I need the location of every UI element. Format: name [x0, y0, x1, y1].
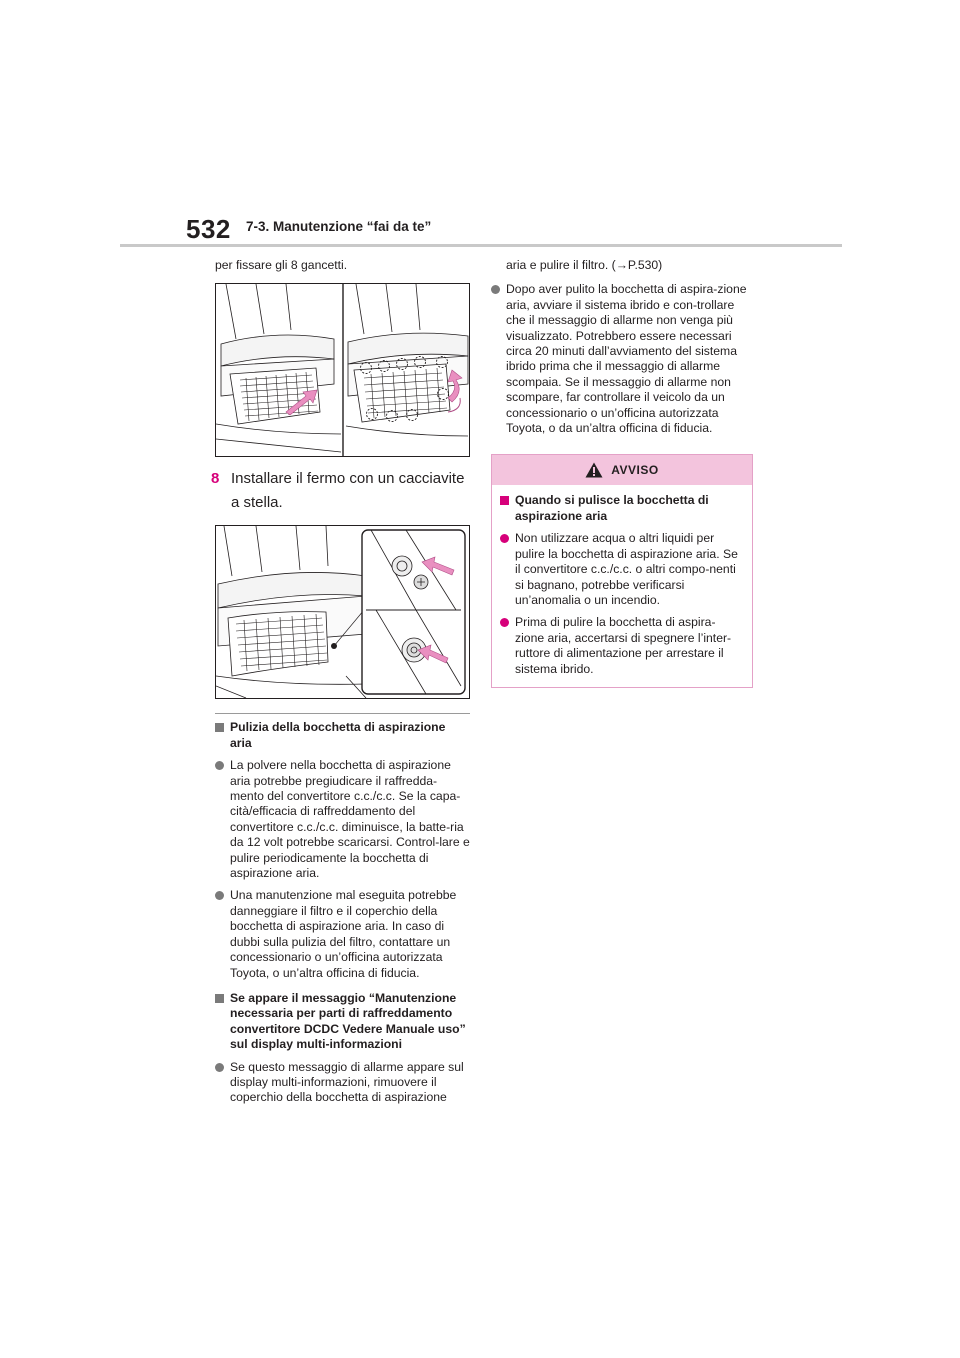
heading-text: Se appare il messaggio “Manutenzione necessaria per parti di raffreddamento convertitore DCDC Vedere Manuale uso” sul display multi-informazioni: [230, 990, 466, 1052]
bullet-dot-icon: [215, 761, 224, 770]
warning-box: [491, 454, 753, 687]
warning-triangle-icon: [585, 462, 603, 478]
warning-body: [492, 485, 752, 686]
bullet-dot-icon: [500, 618, 509, 627]
bullet-item: [491, 282, 753, 436]
illustration-clips: [216, 284, 469, 456]
figure-clips: [215, 283, 470, 457]
bullet-text: Una manutenzione mal eseguita potrebbe danneggiare il filtro e il coperchio della bocchetta di aspirazione aria. In caso di dubbi sulla pulizia del filtro, contattare un concessionario o un’officina autorizzata Toyota, o un’altra officina di fiducia.: [230, 888, 457, 980]
step-8: [211, 467, 470, 515]
bullet-text: Non utilizzare acqua o altri liquidi per pulire la bocchetta di aspirazione aria. Se il convertitore c.c./c.c. o altri compo-nenti si bagnano, potrebbe verificarsi un’anomalia o un incendio.: [515, 531, 738, 607]
heading-text: Pulizia della bocchetta di aspirazione aria: [230, 720, 446, 750]
heading-text: Quando si pulisce la bocchetta di aspirazione aria: [515, 493, 709, 523]
left-column: [211, 258, 470, 1106]
bullet-dot-icon: [491, 285, 500, 294]
warning-header: [492, 455, 752, 485]
warning-title: AVVISO: [611, 463, 659, 478]
page-number: 532: [186, 214, 231, 244]
bullet-text: Dopo aver pulito la bocchetta di aspira-zione aria, avviare il sistema ibrido e con-trollare che il messaggio di allarme non venga più visualizzato. Potrebbero essere necessari circa 20 minuti dall’avviamento del sistema ibrido prima che il messaggio di allarme scompaia. Se il messaggio di allarme non scompare, far controllare il veicolo da un concessionario o un’officina autorizzata Toyota, o da un’altra officina di fiducia.: [506, 282, 747, 436]
bullet-item: [215, 888, 470, 980]
heading-square-icon: [215, 994, 224, 1003]
section-title: 7-3. Manutenzione “fai da te”: [246, 219, 432, 234]
illustration-fastener: [216, 526, 469, 698]
warning-heading: [500, 493, 744, 524]
bullet-dot-icon: [500, 534, 509, 543]
bullet-dot-icon: [215, 891, 224, 900]
section-divider: [215, 713, 470, 714]
heading-square-icon: [500, 496, 509, 505]
continuation-text: aria e pulire il filtro. (→P.530): [506, 258, 663, 272]
bullet-dot-icon: [215, 1063, 224, 1072]
figure-fastener: [215, 525, 470, 699]
heading-square-icon: [215, 723, 224, 732]
bullet-text: La polvere nella bocchetta di aspirazione aria potrebbe pregiudicare il raffredda-mento del convertitore c.c./c.c. Se la capa-cità/efficacia di raffreddamento del convertitore c.c./c.c. diminuisce, la batte-ria da 12 volt potrebbe scaricarsi. Control-lare e pulire periodicamente la bocchetta di aspirazione aria.: [230, 758, 470, 881]
bullet-item: [500, 615, 744, 677]
right-column: [491, 258, 753, 688]
bullet-item: [500, 531, 744, 608]
bullet-item: [215, 1060, 470, 1106]
bullet-text: Prima di pulire la bocchetta di aspira-zione aria, accertarsi di spegnere l’inter-ruttore di alimentazione per arrestare il sistema ibrido.: [515, 615, 732, 676]
intro-text: per fissare gli 8 gancetti.: [215, 258, 348, 272]
bullet-text: Se questo messaggio di allarme appare sul display multi-informazioni, rimuovere il coperchio della bocchetta di aspirazione: [230, 1059, 464, 1105]
bullet-item: [215, 758, 470, 881]
heading-cleaning: [215, 720, 470, 751]
header-rule: [120, 244, 842, 247]
heading-message: [215, 991, 470, 1053]
step-number: 8: [211, 470, 220, 488]
step-text: Installare il fermo con un cacciavite a stella.: [231, 470, 465, 512]
